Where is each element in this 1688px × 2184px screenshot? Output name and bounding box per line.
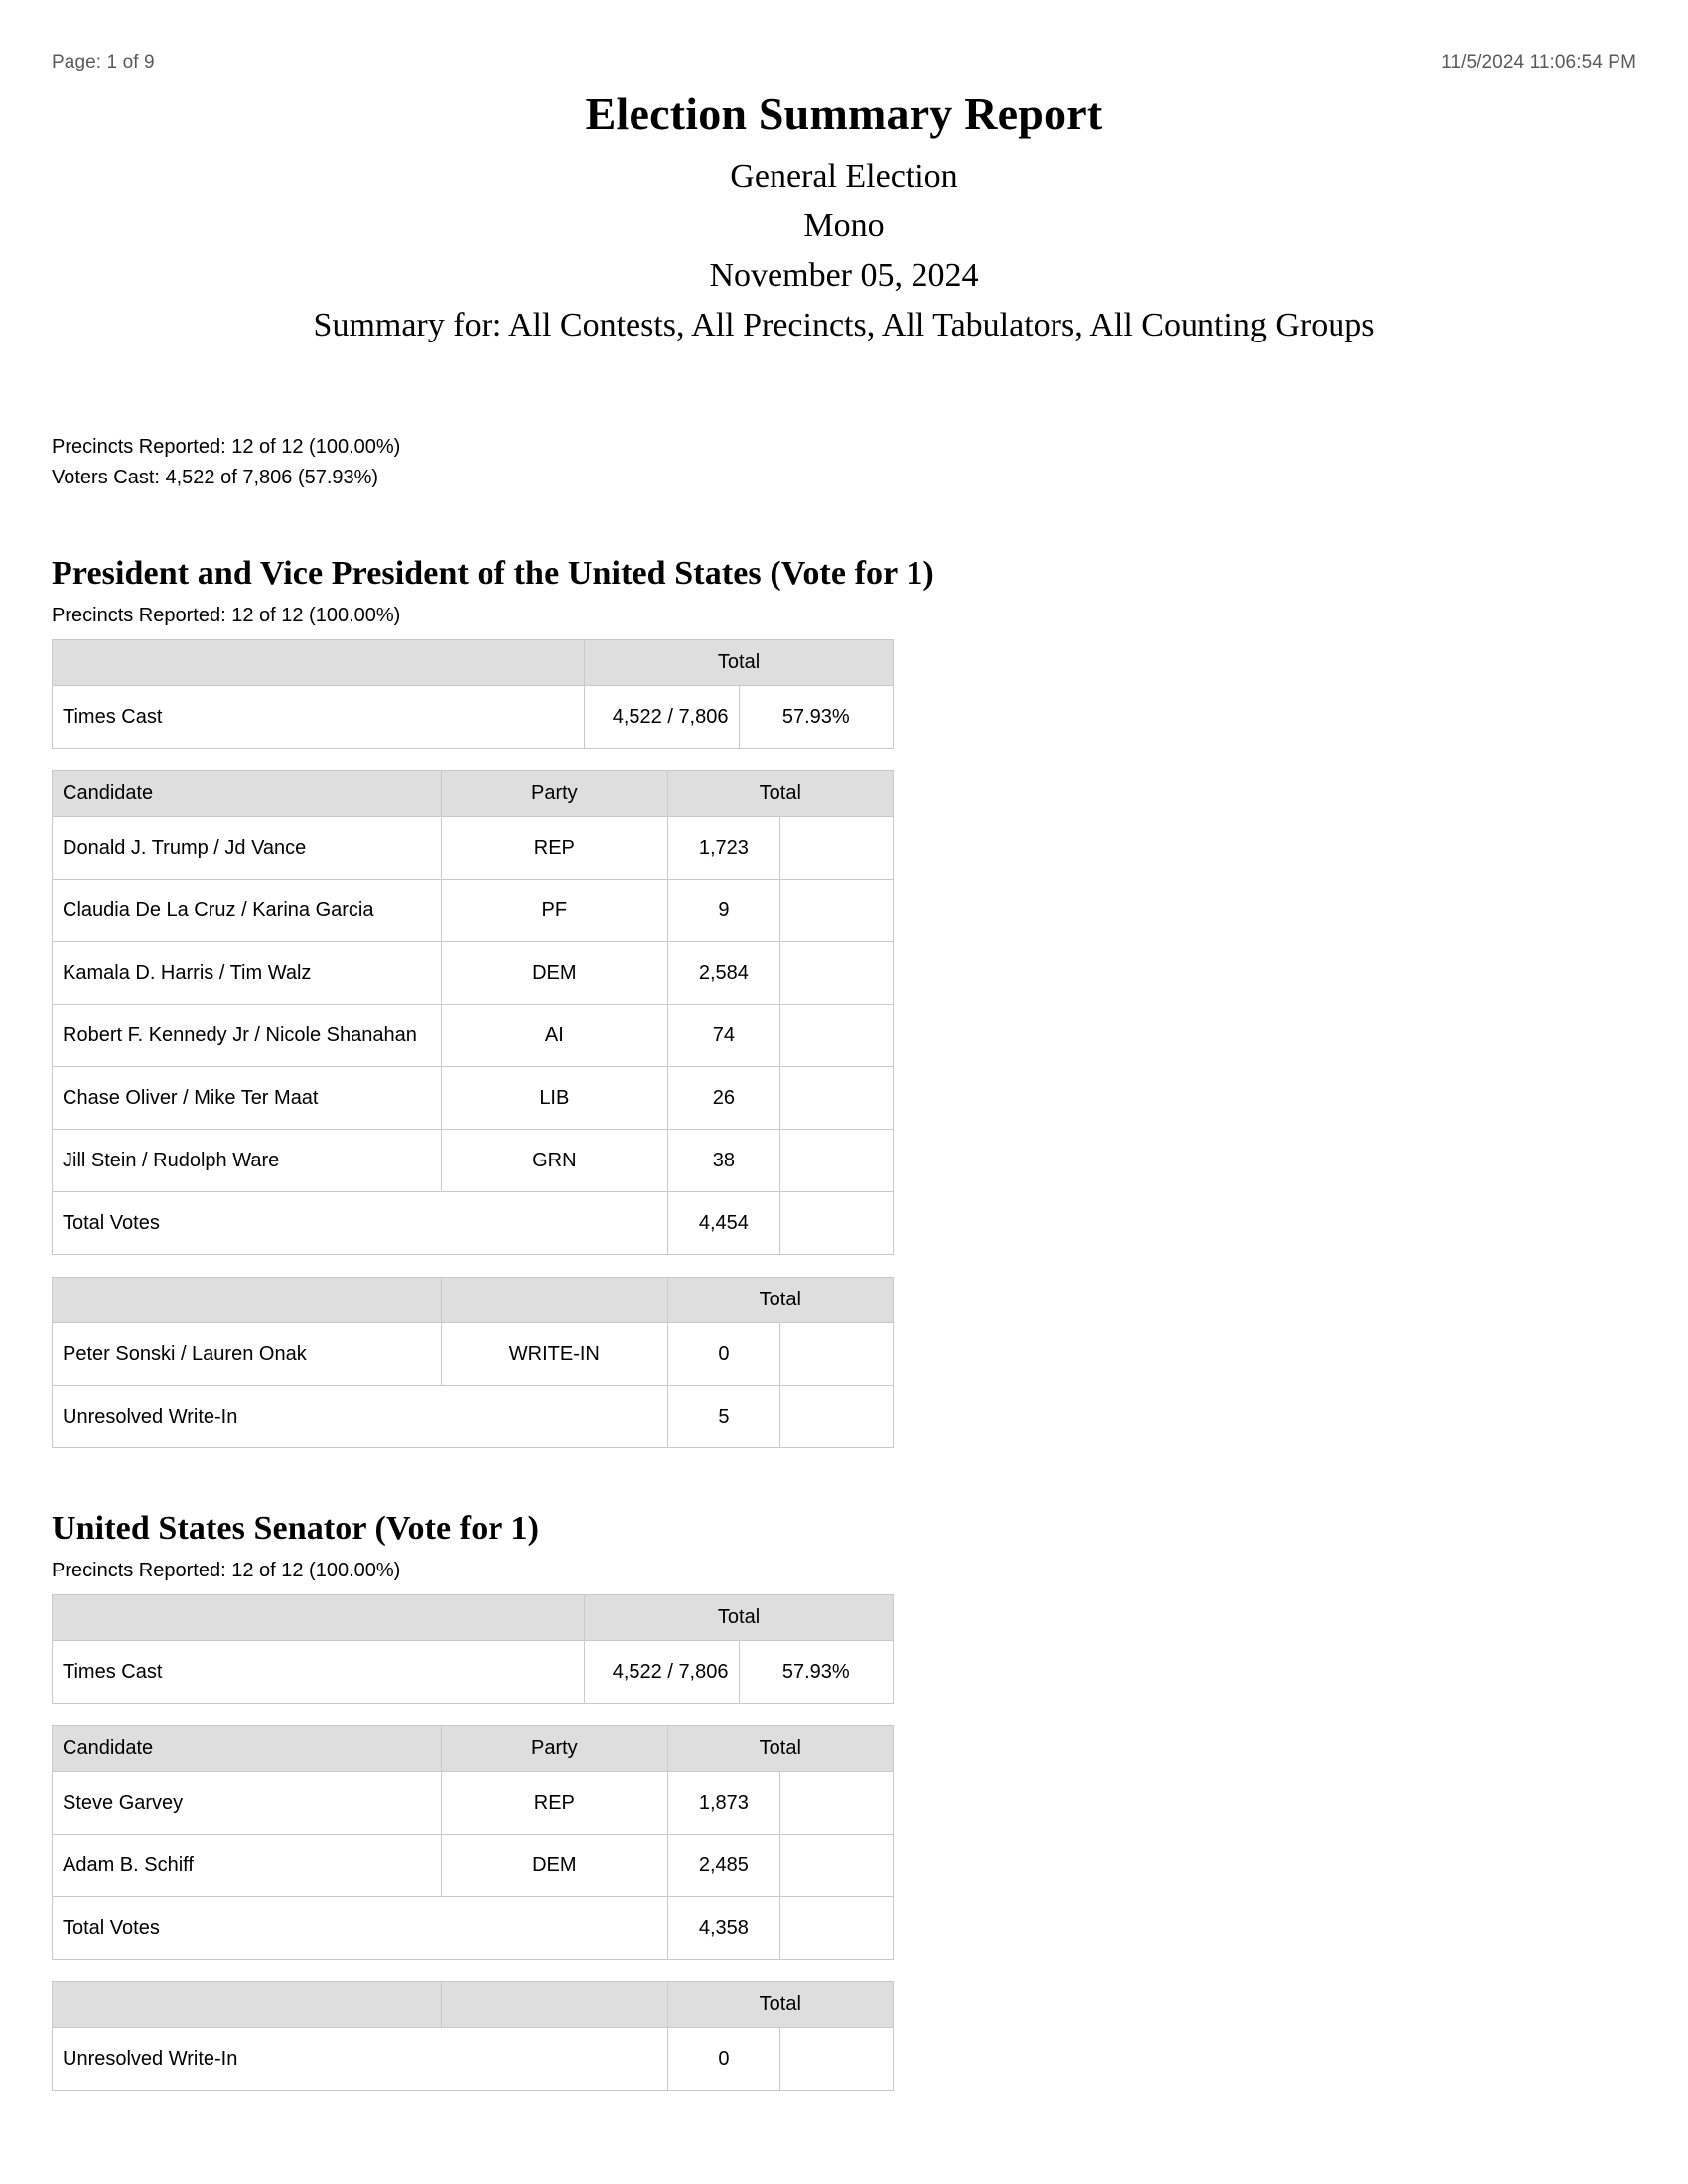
table-row	[53, 1323, 894, 1386]
contest-precincts-reported: Precincts Reported: 12 of 12 (100.00%)	[52, 1560, 401, 1581]
times-cast-label: Times Cast	[53, 686, 585, 749]
party-header-cell: Party	[442, 771, 667, 817]
contest-title: President and Vice President of the United States (Vote for 1)	[52, 555, 934, 592]
candidate-name-cell: Claudia De La Cruz / Karina Garcia	[53, 880, 442, 942]
candidate-total-cell: 74	[667, 1005, 780, 1067]
writein-percent-cell	[780, 2028, 894, 2091]
candidate-percent-cell	[780, 880, 894, 942]
contest-title: United States Senator (Vote for 1)	[52, 1510, 540, 1547]
table-row	[53, 1386, 894, 1448]
blank-header-cell	[442, 1278, 667, 1323]
election-type: General Election	[730, 158, 958, 195]
total-header-cell: Total	[667, 1278, 893, 1323]
total-votes-percent-cell	[780, 1897, 894, 1960]
table-row	[53, 942, 894, 1005]
writein-party-cell: WRITE-IN	[442, 1323, 667, 1386]
candidate-percent-cell	[780, 942, 894, 1005]
page-title: Election Summary Report	[585, 88, 1103, 139]
candidate-total-cell: 2,584	[667, 942, 780, 1005]
table-row	[53, 1005, 894, 1067]
election-date: November 05, 2024	[709, 257, 979, 294]
candidate-name-cell: Kamala D. Harris / Tim Walz	[53, 942, 442, 1005]
overall-summary	[52, 432, 1636, 493]
total-header-cell: Total	[667, 1726, 893, 1772]
contest-section	[52, 1510, 1636, 2091]
table-row	[53, 1641, 894, 1704]
candidate-name-cell: Adam B. Schiff	[53, 1835, 442, 1897]
table-header-row	[53, 771, 894, 817]
total-header-cell: Total	[585, 1595, 894, 1641]
candidate-total-cell: 1,873	[667, 1772, 780, 1835]
candidate-party-cell: AI	[442, 1005, 667, 1067]
total-votes-label: Total Votes	[53, 1192, 668, 1255]
write-in-table	[52, 1277, 894, 1448]
candidate-name-cell: Steve Garvey	[53, 1772, 442, 1835]
candidate-total-cell: 2,485	[667, 1835, 780, 1897]
page-number-label: Page: 1 of 9	[52, 52, 155, 72]
candidate-header-cell: Candidate	[53, 771, 442, 817]
table-row	[53, 2028, 894, 2091]
table-row	[53, 686, 894, 749]
candidate-results-table	[52, 1725, 894, 1960]
writein-name-cell: Unresolved Write-In	[53, 2028, 668, 2091]
candidate-party-cell: DEM	[442, 942, 667, 1005]
party-header-cell: Party	[442, 1726, 667, 1772]
candidate-name-cell: Donald J. Trump / Jd Vance	[53, 817, 442, 880]
candidate-percent-cell	[780, 1835, 894, 1897]
blank-header-cell	[53, 1982, 442, 2028]
times-cast-label: Times Cast	[53, 1641, 585, 1704]
table-row	[53, 1772, 894, 1835]
candidate-percent-cell	[780, 1130, 894, 1192]
candidate-name-cell: Jill Stein / Rudolph Ware	[53, 1130, 442, 1192]
contest-section	[52, 555, 1636, 1448]
total-votes-value: 4,454	[667, 1192, 780, 1255]
table-header-row	[53, 1595, 894, 1641]
candidate-percent-cell	[780, 1772, 894, 1835]
table-header-row	[53, 640, 894, 686]
total-votes-row	[53, 1897, 894, 1960]
candidate-party-cell: REP	[442, 1772, 667, 1835]
candidate-results-table	[52, 770, 894, 1255]
candidate-party-cell: GRN	[442, 1130, 667, 1192]
times-cast-value: 4,522 / 7,806	[585, 686, 739, 749]
total-votes-row	[53, 1192, 894, 1255]
times-cast-percent: 57.93%	[739, 686, 894, 749]
candidate-party-cell: DEM	[442, 1835, 667, 1897]
times-cast-value: 4,522 / 7,806	[585, 1641, 739, 1704]
writein-name-cell: Unresolved Write-In	[53, 1386, 668, 1448]
table-header-row	[53, 1982, 894, 2028]
blank-header-cell	[53, 1595, 585, 1641]
writein-percent-cell	[780, 1323, 894, 1386]
candidate-percent-cell	[780, 1005, 894, 1067]
jurisdiction-name: Mono	[803, 207, 885, 244]
candidate-percent-cell	[780, 817, 894, 880]
write-in-table	[52, 1981, 894, 2091]
table-row	[53, 880, 894, 942]
total-votes-value: 4,358	[667, 1897, 780, 1960]
table-row	[53, 1835, 894, 1897]
total-votes-percent-cell	[780, 1192, 894, 1255]
writein-total-cell: 5	[667, 1386, 780, 1448]
candidate-total-cell: 9	[667, 880, 780, 942]
writein-name-cell: Peter Sonski / Lauren Onak	[53, 1323, 442, 1386]
blank-header-cell	[442, 1982, 667, 2028]
writein-total-cell: 0	[667, 2028, 780, 2091]
candidate-total-cell: 26	[667, 1067, 780, 1130]
table-row	[53, 1067, 894, 1130]
blank-header-cell	[53, 640, 585, 686]
times-cast-table	[52, 639, 894, 749]
table-row	[53, 1130, 894, 1192]
contest-precincts-reported: Precincts Reported: 12 of 12 (100.00%)	[52, 605, 401, 626]
times-cast-table	[52, 1594, 894, 1704]
candidate-total-cell: 1,723	[667, 817, 780, 880]
candidate-percent-cell	[780, 1067, 894, 1130]
overall-voters-cast: Voters Cast: 4,522 of 7,806 (57.93%)	[52, 467, 379, 488]
candidate-total-cell: 38	[667, 1130, 780, 1192]
overall-precincts-reported: Precincts Reported: 12 of 12 (100.00%)	[52, 436, 401, 458]
running-header	[52, 52, 1636, 73]
total-header-cell: Total	[585, 640, 894, 686]
candidate-header-cell: Candidate	[53, 1726, 442, 1772]
report-timestamp: 11/5/2024 11:06:54 PM	[1441, 52, 1636, 72]
blank-header-cell	[53, 1278, 442, 1323]
candidate-party-cell: REP	[442, 817, 667, 880]
candidate-party-cell: LIB	[442, 1067, 667, 1130]
table-header-row	[53, 1278, 894, 1323]
writein-total-cell: 0	[667, 1323, 780, 1386]
report-scope: Summary for: All Contests, All Precincts, All Tabulators, All Counting Groups	[313, 307, 1375, 343]
candidate-name-cell: Robert F. Kennedy Jr / Nicole Shanahan	[53, 1005, 442, 1067]
candidate-name-cell: Chase Oliver / Mike Ter Maat	[53, 1067, 442, 1130]
total-header-cell: Total	[667, 1982, 893, 2028]
contest-list	[52, 555, 1636, 2091]
table-header-row	[53, 1726, 894, 1772]
writein-percent-cell	[780, 1386, 894, 1448]
candidate-party-cell: PF	[442, 880, 667, 942]
times-cast-percent: 57.93%	[739, 1641, 894, 1704]
table-row	[53, 817, 894, 880]
total-header-cell: Total	[667, 771, 893, 817]
total-votes-label: Total Votes	[53, 1897, 668, 1960]
